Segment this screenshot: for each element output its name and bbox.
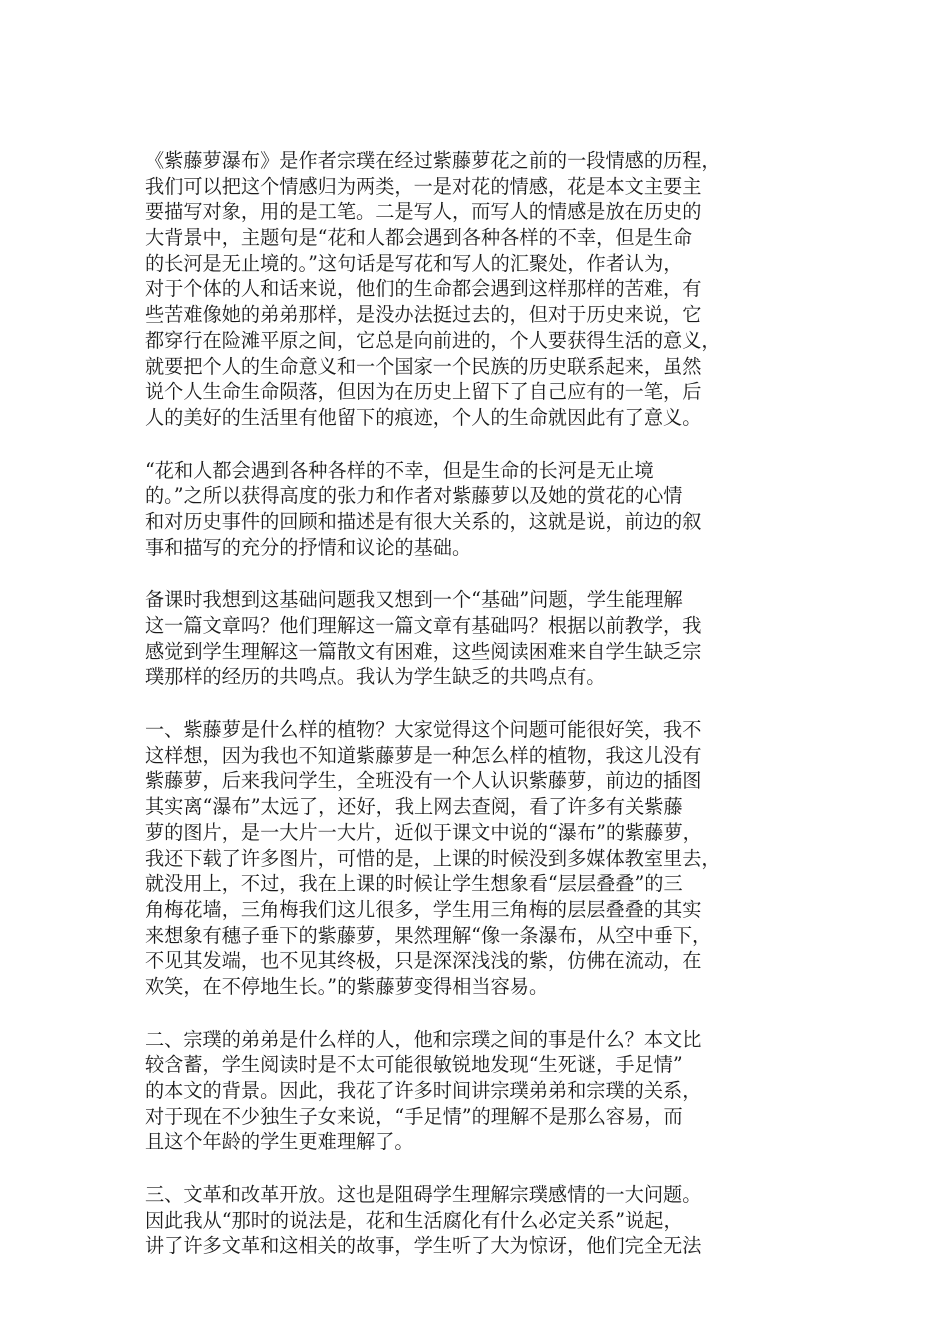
- document-body: [145, 148, 805, 1286]
- paragraph-point-one: [145, 717, 805, 1000]
- text-line: 的本文的背景。因此，我花了许多时间讲宗璞弟弟和宗璞的关系，: [145, 1079, 702, 1102]
- text-line: 且这个年龄的学生更难理解了。: [145, 1130, 414, 1154]
- text-line: 角梅花墙，三角梅我们这儿很多，学生用三角梅的层层叠叠的其实: [145, 897, 702, 921]
- text-line: 紫藤萝，后来我问学生，全班没有一个人认识紫藤萝，前边的插图: [145, 769, 702, 793]
- paragraph-preparation: [145, 587, 805, 690]
- text-line: 对于现在不少独生子女来说，“手足情”的理解不是那么容易，而: [145, 1104, 683, 1128]
- text-line: 因此我从“那时的说法是，花和生活腐化有什么必定关系”说起，: [145, 1208, 683, 1232]
- text-line: 人的美好的生活里有他留下的痕迹，个人的生命就因此有了意义。: [145, 405, 702, 429]
- text-line: 就要把个人的生命意义和一个国家一个民族的历史联系起来，虽然: [145, 354, 702, 378]
- paragraph-point-three: [145, 1182, 805, 1259]
- text-line: 的长河是无止境的。”这句话是写花和写人的汇聚处，作者认为，: [145, 251, 683, 275]
- text-line: 二、宗璞的弟弟是什么样的人，他和宗璞之间的事是什么？本文比: [145, 1027, 702, 1051]
- text-line: 不见其发端，也不见其终极，只是深深浅浅的紫，仿佛在流动，在: [145, 949, 702, 973]
- text-line: 事和描写的充分的抒情和议论的基础。: [145, 535, 472, 559]
- text-line: 一、紫藤萝是什么样的植物？大家觉得这个问题可能很好笑，我不: [145, 718, 702, 742]
- text-line: 这一篇文章吗？他们理解这一篇文章有基础吗？根据以前教学，我: [145, 614, 702, 637]
- paragraph-intro: [145, 148, 805, 431]
- text-line: 和对历史事件的回顾和描述是有很大关系的，这就是说，前边的叙: [145, 509, 702, 533]
- text-line: 感觉到学生理解这一篇散文有困难，这些阅读困难来自学生缺乏宗: [145, 639, 702, 663]
- paragraph-quote: [145, 458, 805, 561]
- text-line: 《紫藤萝瀑布》是作者宗璞在经过紫藤萝花之前的一段情感的历程，: [145, 149, 721, 172]
- text-line: 些苦难像她的弟弟那样，是没办法挺过去的，但对于历史来说，它: [145, 303, 702, 327]
- text-line: 这样想，因为我也不知道紫藤萝是一种怎么样的植物，我这儿没有: [145, 743, 702, 767]
- text-line: 来想象有穗子垂下的紫藤萝，果然理解“像一条瀑布，从空中垂下，: [145, 923, 712, 947]
- text-line: 三、文革和改革开放。这也是阻碍学生理解宗璞感情的一大问题。: [145, 1183, 702, 1207]
- paragraph-point-two: [145, 1027, 805, 1155]
- text-line: 就没用上，不过，我在上课的时候让学生想象看“层层叠叠”的三: [145, 872, 683, 896]
- text-line: 萝的图片，是一大片一大片，近似于课文中说的“瀑布”的紫藤萝，: [145, 820, 702, 844]
- text-line: 备课时我想到这基础问题我又想到一个“基础”问题，学生能理解: [145, 588, 683, 612]
- text-line: 我们可以把这个情感归为两类，一是对花的情感，花是本文主要主: [145, 174, 702, 198]
- text-line: 讲了许多文革和这相关的故事，学生听了大为惊讶，他们完全无法: [145, 1234, 702, 1258]
- text-line: 都穿行在险滩平原之间，它总是向前进的，个人要获得生活的意义，: [145, 328, 721, 352]
- text-line: “花和人都会遇到各种各样的不幸，但是生命的长河是无止境: [145, 458, 654, 482]
- text-line: 较含蓄，学生阅读时是不太可能很敏锐地发现“生死谜，手足情”: [145, 1053, 683, 1077]
- text-line: 我还下载了许多图片，可惜的是，上课的时候没到多媒体教室里去，: [145, 846, 721, 870]
- text-line: 大背景中，主题句是“花和人都会遇到各种各样的不幸，但是生命: [145, 226, 693, 250]
- text-line: 要描写对象，用的是工笔。二是写人，而写人的情感是放在历史的: [145, 200, 702, 224]
- text-line: 的。”之所以获得高度的张力和作者对紫藤萝以及她的赏花的心情: [145, 484, 683, 508]
- text-line: 对于个体的人和话来说，他们的生命都会遇到这样那样的苦难，有: [145, 277, 702, 301]
- text-line: 其实离“瀑布”太远了，还好，我上网去查阅，看了许多有关紫藤: [145, 795, 683, 819]
- text-line: 欢笑，在不停地生长。”的紫藤萝变得相当容易。: [145, 974, 549, 998]
- text-line: 璞那样的经历的共鸣点。我认为学生缺乏的共鸣点有。: [145, 665, 606, 689]
- text-line: 说个人生命生命陨落，但因为在历史上留下了自己应有的一笔，后: [145, 380, 702, 404]
